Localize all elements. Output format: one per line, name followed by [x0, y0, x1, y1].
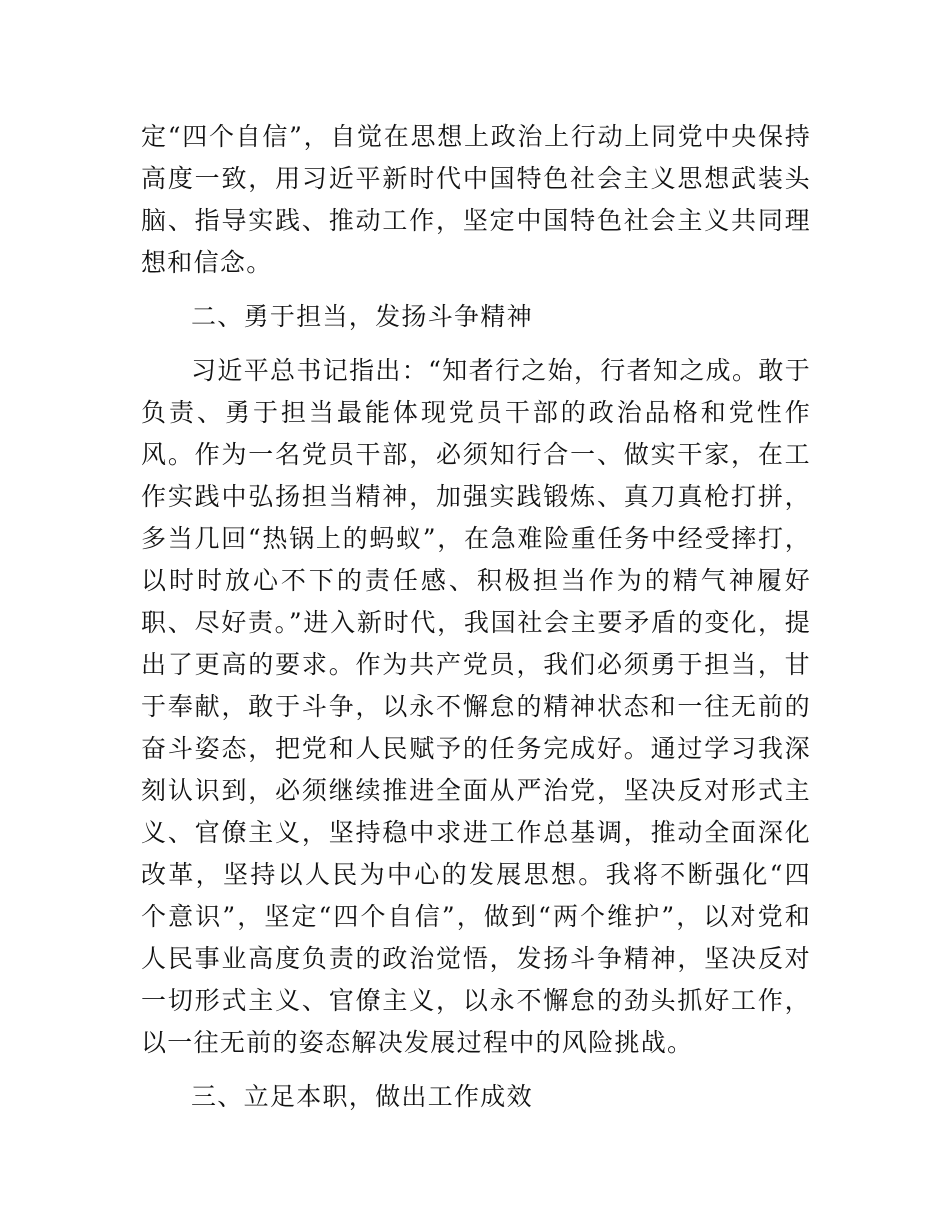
paragraph-body: 习近平总书记指出：“知者行之始，行者知之成。敢于负责、勇于担当最能体现党员干部的政治品格和党性作风。作为一名党员干部，必须知行合一、做实干家，在工作实践中弘扬担当精神，加强实践锻炼、真刀真枪打拼，多当几回“热锅上的蚂蚁”，在急难险重任务中经受摔打，以时时放心不下的责任感、积极担当作为的精气神履好职、尽好责。”进入新时代，我国社会主要矛盾的变化，提出了更高的要求。作为共产党员，我们必须勇于担当，甘于奉献，敢于斗争，以永不懈怠的精神状态和一往无前的奋斗姿态，把党和人民赋予的任务完成好。通过学习我深刻认识到，必须继续推进全面从严治党，坚决反对形式主义、官僚主义，坚持稳中求进工作总基调，推动全面深化改革，坚持以人民为中心的发展思想。我将不断强化“四个意识”，坚定“四个自信”，做到“两个维护”，以对党和人民事业高度负责的政治觉悟，发扬斗争精神，坚决反对一切形式主义、官僚主义，以永不懈怠的劲头抓好工作，以一往无前的姿态解决发展过程中的风险挑战。 — [141, 356, 811, 1057]
paragraph-continuation: 定“四个自信”，自觉在思想上政治上行动上同党中央保持高度一致，用习近平新时代中国特色社会主义思想武装头脑、指导实践、推动工作，坚定中国特色社会主义共同理想和信念。 — [141, 122, 811, 277]
section-heading-2: 二、勇于担当，发扬斗争精神 — [191, 302, 533, 331]
section-heading-3: 三、立足本职，做出工作成效 — [191, 1082, 533, 1111]
document-body — [141, 116, 811, 1130]
